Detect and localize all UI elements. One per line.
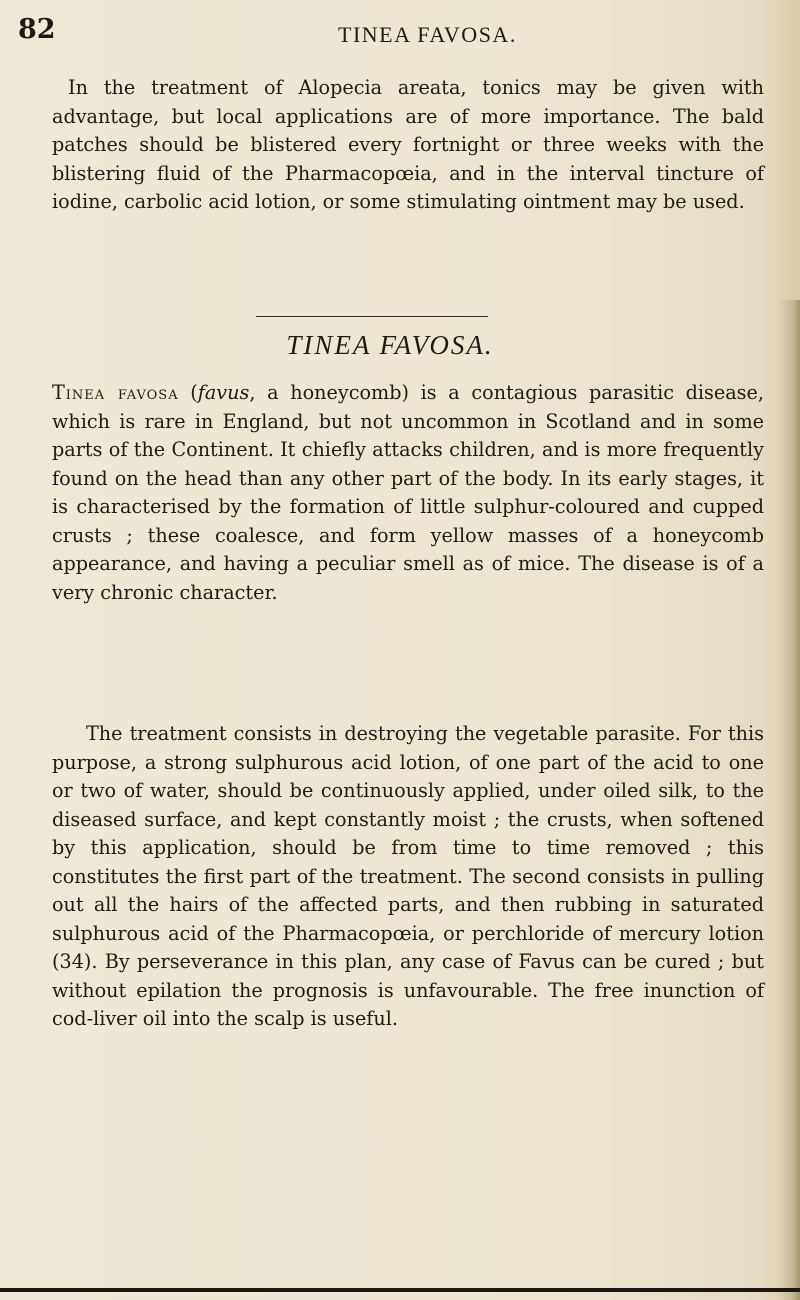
paragraph-alopecia-treatment: In the treatment of Alopecia areata, tonics may be given with advantage, but local applications are of more importance. The bald patches should be blistered every fortnight or three weeks with the blistering fluid of the Pharmacopœia, and in the interval tincture of iodine, carbolic acid lotion, or some stimulating ointment may be used. [52, 76, 764, 213]
running-head: TINEA FAVOSA. [338, 22, 517, 47]
section-title: TINEA FAVOSA. [286, 330, 494, 360]
term-italic: favus [197, 381, 250, 404]
paren-open: ( [178, 381, 198, 404]
page-header [18, 14, 760, 50]
description-text: , a honeycomb) is a contagious parasitic disease, which is rare in England, but not uncommon in Scotland and in some parts of the Continent. It chiefly attacks children, and is more frequently found on the head than any other part of the body. In its early stages, it is characterised by the formation of little sulphur-coloured and cupped crusts ; these coalesce, and form yellow masses of a honeycomb appearance, and having a peculiar smell as of mice. The disease is of a very chronic character. [52, 381, 764, 604]
page-bottom-edge [0, 1288, 800, 1292]
paragraph-treatment: The treatment consists in destroying the vegetable parasite. For this purpose, a strong sulphurous acid lotion, of one part of the acid to one or two of water, should be continuously applied, under oiled silk, to the diseased surface, and kept constantly moist ; the crusts, when softened by this application, should be from time to time removed ; this constitutes the first part of the treatment. The second consists in pulling out all the hairs of the affected parts, and then rubbing in saturated sulphurous acid of the Pharmacopœia, or perchloride of mercury lotion (34). By perseverance in this plan, any case of Favus can be cured ; but without epilation the prognosis is unfavourable. The free inunction of cod-liver oil into the scalp is useful. [52, 722, 764, 1030]
term-lead: Tinea favosa [52, 381, 179, 404]
section-divider [256, 316, 488, 317]
paragraph-tinea-description [52, 379, 764, 607]
page-number: 82 [18, 14, 56, 45]
page-edge-shadow [778, 300, 800, 1300]
